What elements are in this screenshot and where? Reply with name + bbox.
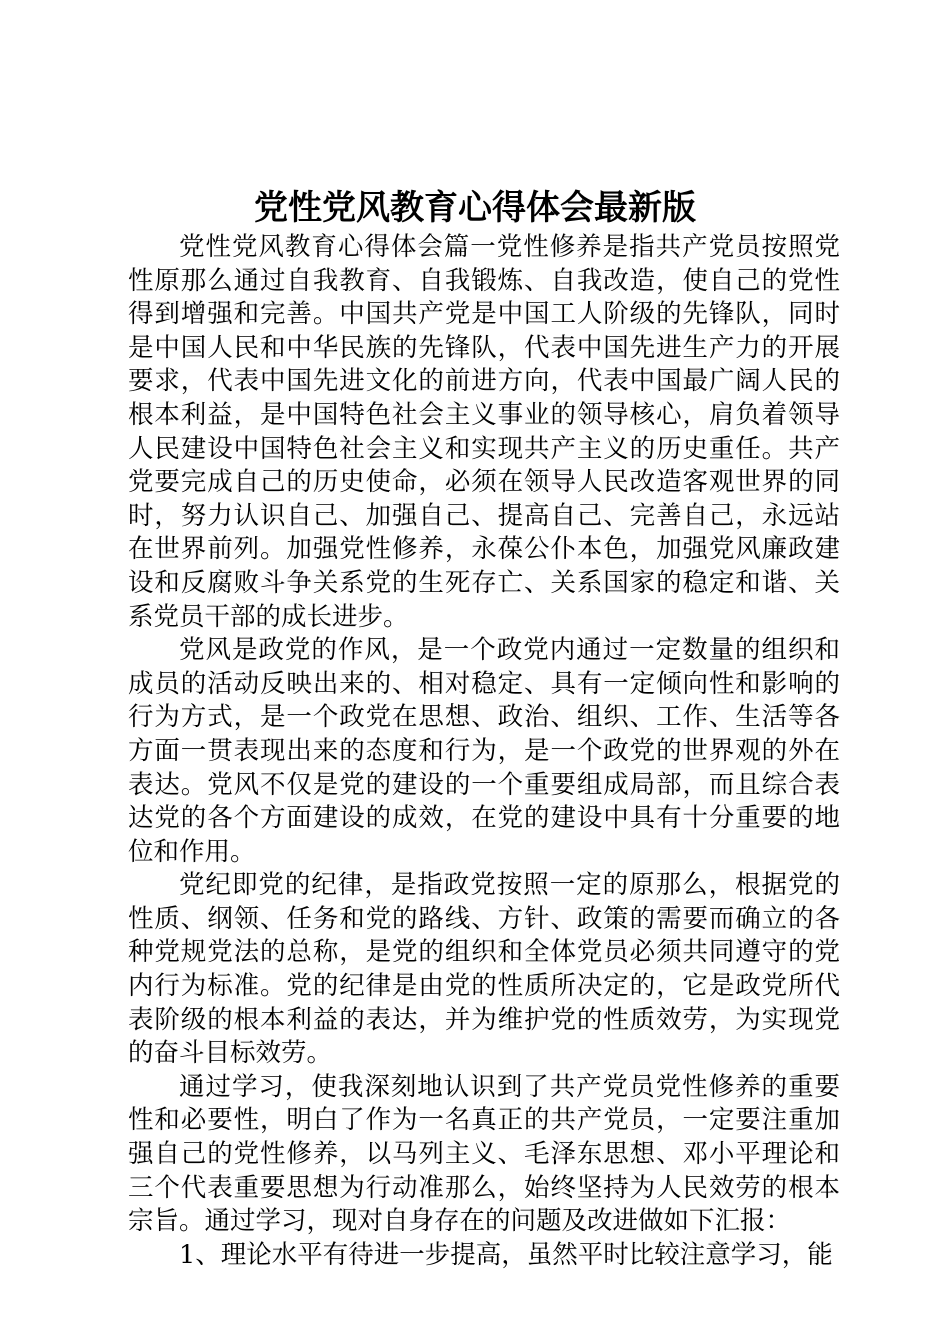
paragraph-5: 1、理论水平有待进一步提高，虽然平时比较注意学习，能 (179, 1239, 833, 1270)
document-title: 党性党风教育心得体会最新版 (254, 188, 696, 228)
paragraph-1: 党性党风教育心得体会篇一党性修养是指共产党员按照党性原那么通过自我教育、自我锻炼、自我改造，使自己的党性得到增强和完善。中国共产党是中国工人阶级的先锋队，同时是中国人民和中华民族的先锋队，代表中国先进生产力的开展要求，代表中国先进文化的前进方向，代表中国最广阔人民的根本利益，是中国特色社会主义事业的领导核心，肩负着领导人民建设中国特色社会主义和实现共产主义的历史重任。共产党要完成自己的历史使命，必须在领导人民改造客观世界的同时，努力认识自己、加强自己、提高自己、完善自己，永远站在世界前列。加强党性修养，永葆公仆本色，加强党风廉政建设和反腐败斗争关系党的生死存亡、关系国家的稳定和谐、关系党员干部的成长进步。 (128, 232, 840, 632)
paragraph-4: 通过学习，使我深刻地认识到了共产党员党性修养的重要性和必要性，明白了作为一名真正的共产党员，一定要注重加强自己的党性修养，以马列主义、毛泽东思想、邓小平理论和三个代表重要思想为行动准那么，始终坚持为人民效劳的根本宗旨。通过学习，现对自身存在的问题及改进做如下汇报： (128, 1071, 840, 1237)
paragraph-3: 党纪即党的纪律，是指政党按照一定的原那么，根据党的性质、纲领、任务和党的路线、方针、政策的需要而确立的各种党规党法的总称，是党的组织和全体党员必须共同遵守的党内行为标准。党的纪律是由党的性质所决定的，它是政党所代表阶级的根本利益的表达，并为维护党的性质效劳，为实现党的奋斗目标效劳。 (128, 870, 840, 1069)
paragraph-2: 党风是政党的作风，是一个政党内通过一定数量的组织和成员的活动反映出来的、相对稳定、具有一定倾向性和影响的行为方式，是一个政党在思想、政治、组织、工作、生活等各方面一贯表现出来的态度和行为，是一个政党的世界观的外在表达。党风不仅是党的建设的一个重要组成局部，而且综合表达党的各个方面建设的成效，在党的建设中具有十分重要的地位和作用。 (128, 635, 840, 867)
document-body (128, 231, 840, 1272)
